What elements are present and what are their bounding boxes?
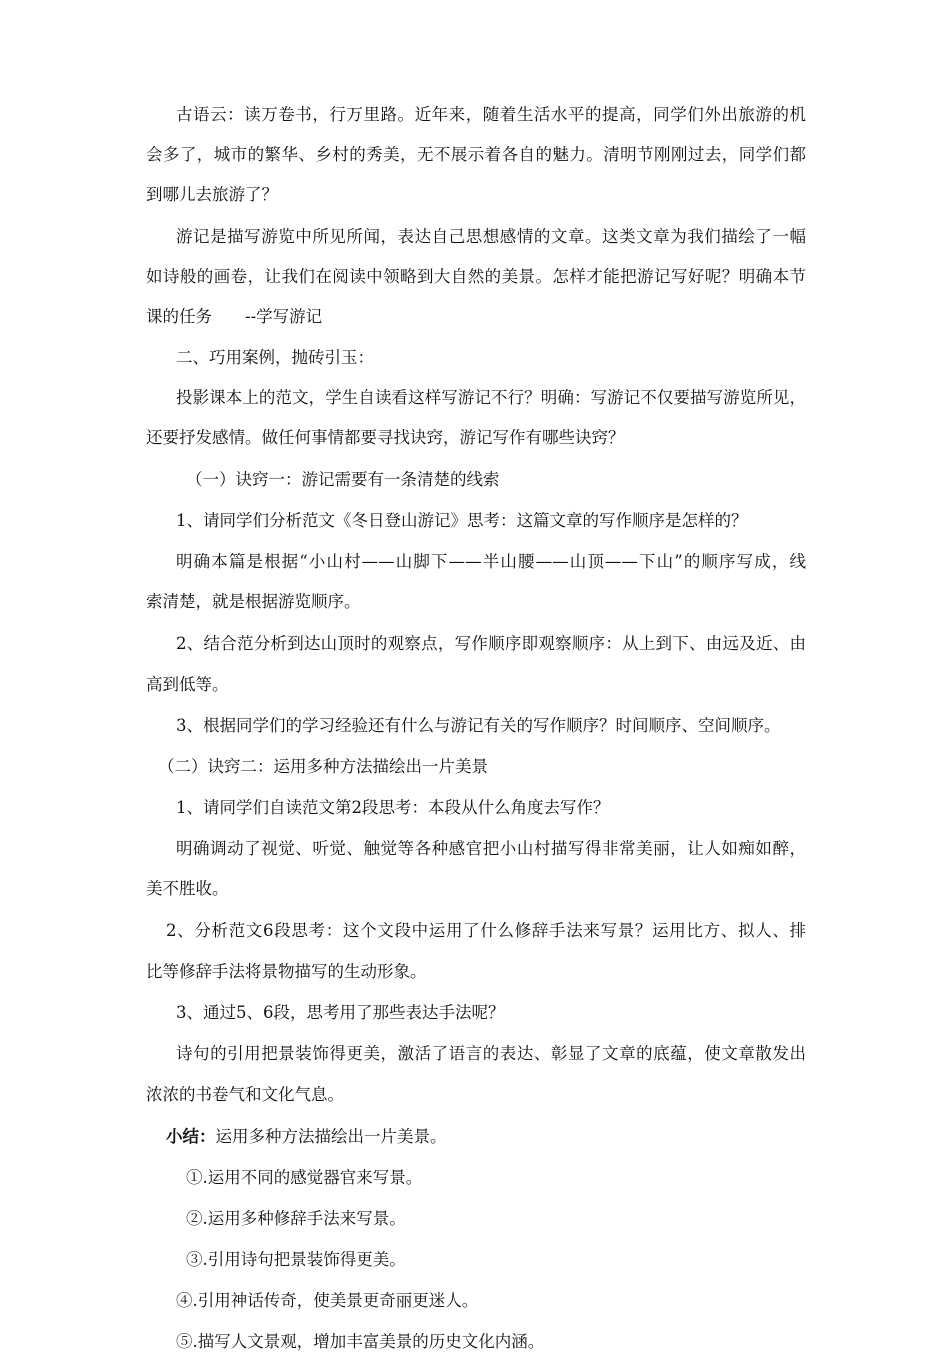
text-line [0,917,950,945]
text-line-content: ③.引用诗句把景装饰得更美。 [186,1250,406,1269]
text-line-content: 如诗般的画卷，让我们在阅读中领略到大自然的美景。怎样才能把游记写好呢？明确本节 [146,267,806,286]
text-line [0,875,950,903]
text-line [0,1328,950,1356]
text-line-content: 还要抒发感情。做任何事情都要寻找诀窍，游记写作有哪些诀窍？ [146,428,625,447]
text-line-content: 游记是描写游览中所见所闻，表达自己思想感情的文章。这类文章为我们描绘了一幅 [176,227,806,246]
text-line-content: 2、结合范分析到达山顶时的观察点，写作顺序即观察顺序：从上到下、由远及近、由 [176,634,806,653]
text-line-content: （一）诀窍一：游记需要有一条清楚的线索 [186,470,500,489]
text-line [0,466,950,494]
text-line-content: 明确本篇是根据“小山村——山脚下——半山腰——山顶——下山”的顺序写成，线 [176,552,806,571]
text-line [0,794,950,822]
text-line-content: 索清楚，就是根据游览顺序。 [146,592,361,611]
text-line [0,548,950,576]
text-line-content: 2、分析范文6段思考：这个文段中运用了什么修辞手法来写景？运用比方、拟人、排 [166,921,806,940]
text-line-content: 课的任务 --学写游记 [146,307,323,326]
text-line [0,101,950,129]
text-line-content: 比等修辞手法将景物描写的生动形象。 [146,962,427,981]
text-line [0,263,950,291]
text-line [0,1081,950,1109]
text-line [0,1246,950,1274]
text-line-content: 3、通过5、6段，思考用了那些表达手法呢？ [176,1003,505,1022]
text-line [0,835,950,863]
text-line-content: 二、巧用案例，抛砖引玉： [176,348,374,367]
summary-text: 运用多种方法描绘出一片美景。 [215,1127,447,1146]
text-line [0,384,950,412]
text-line-content: 诗句的引用把景装饰得更美，激活了语言的表达、彰显了文章的底蕴，使文章散发出 [176,1044,806,1063]
text-line [0,1123,950,1151]
summary-label: 小结： [166,1127,216,1146]
text-line [0,958,950,986]
text-line [0,223,950,251]
text-line [0,1164,950,1192]
text-line-content: （二）诀窍二：运用多种方法描绘出一片美景 [158,757,488,776]
text-line-content: 3、根据同学们的学习经验还有什么与游记有关的写作顺序？时间顺序、空间顺序。 [176,716,781,735]
text-line [0,671,950,699]
text-line-content: 美不胜收。 [146,879,229,898]
text-line-content: 1、请同学们分析范文《冬日登山游记》思考：这篇文章的写作顺序是怎样的？ [176,511,748,530]
text-line-content [166,1123,447,1151]
text-line-content: 明确调动了视觉、听觉、触觉等各种感官把小山村描写得非常美丽，让人如痴如醉， [176,839,806,858]
text-line [0,999,950,1027]
text-line-content: 1、请同学们自读范文第2段思考：本段从什么角度去写作？ [176,798,610,817]
text-line [0,424,950,452]
text-line-content: 浓浓的书卷气和文化气息。 [146,1085,344,1104]
text-line [0,507,950,535]
text-line [0,753,950,781]
text-line [0,712,950,740]
text-line-content: 投影课本上的范文，学生自读看这样写游记不行？明确：写游记不仅要描写游览所见， [176,388,806,407]
text-line-content: 会多了，城市的繁华、乡村的秀美，无不展示着各自的魅力。清明节刚刚过去，同学们都 [146,145,806,164]
text-line [0,303,950,331]
text-line [0,141,950,169]
text-line-content: 古语云：读万卷书，行万里路。近年来，随着生活水平的提高，同学们外出旅游的机 [176,105,806,124]
text-line-content: ④.引用神话传奇，使美景更奇丽更迷人。 [176,1291,479,1310]
text-line [0,630,950,658]
text-line [0,1287,950,1315]
text-line [0,344,950,372]
text-line [0,1205,950,1233]
text-line-content: ②.运用多种修辞手法来写景。 [186,1209,406,1228]
text-line-content: ①.运用不同的感觉器官来写景。 [186,1168,423,1187]
text-line [0,181,950,209]
text-line-content: ⑤.描写人文景观，增加丰富美景的历史文化内涵。 [176,1332,545,1351]
text-line [0,588,950,616]
text-line-content: 到哪儿去旅游了？ [146,185,278,204]
text-line [0,1040,950,1068]
text-line-content: 高到低等。 [146,675,229,694]
